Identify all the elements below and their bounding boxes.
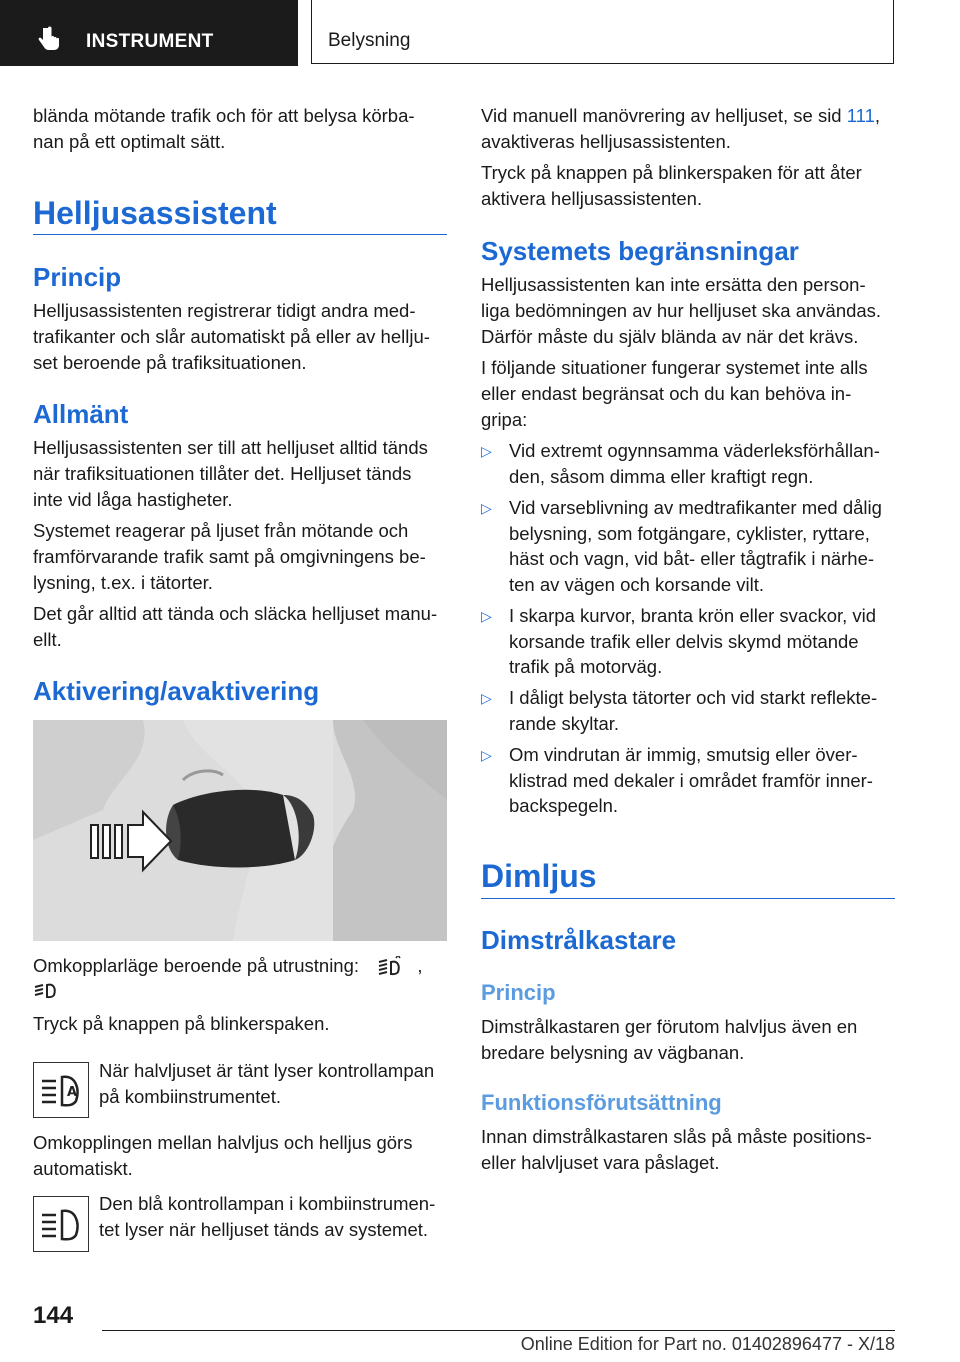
- heading-princip: Princip: [33, 262, 122, 292]
- bullet-4-line-2: rande skyltar.: [509, 712, 620, 734]
- bullet-3-line-2: korsande trafik eller delvis skymd mötande: [509, 630, 859, 652]
- page-number: 144: [33, 1302, 74, 1329]
- omkoppl-auto-line-1: Omkopplingen mellan halvljus och helljus görs: [33, 1132, 413, 1153]
- begr-p1-line-3: Därför måste du själv blända av när det krävs.: [481, 326, 859, 347]
- bullet-5-line-3: backspegeln.: [509, 795, 619, 816]
- heading-begransningar: Systemets begränsningar: [481, 236, 799, 266]
- footer-rule: [102, 1330, 895, 1331]
- allmant-p2-line-2: framförvarande trafik samt på omgivningens be-: [33, 546, 426, 567]
- bullet-triangle-icon: ▷: [481, 747, 492, 763]
- begr-p2-line-2: eller endast begränsat och du kan behöva in-: [481, 383, 852, 404]
- bullet-4-line-1: I dåligt belysta tätorter och vid starkt reflekte-: [509, 687, 878, 708]
- dim-princip-line-1: Dimstrålkastaren ger förutom halvljus även en: [481, 1016, 858, 1037]
- blinker-stalk-image: [33, 720, 447, 941]
- heading-dimljus: Dimljus: [481, 858, 597, 894]
- princip-line-1: Helljusassistenten registrerar tidigt andra med-: [33, 300, 416, 321]
- edition-footer: Online Edition for Part no. 01402896477 - X/18: [520, 1334, 895, 1354]
- alt-switch-line: [33, 980, 447, 1007]
- bullet-triangle-icon: ▷: [481, 690, 492, 706]
- indicator-box-1: [33, 1062, 89, 1118]
- page-header: [0, 0, 960, 66]
- bullet-3-line-1: I skarpa kurvor, branta krön eller svackor, vid: [509, 605, 877, 626]
- bullet-2-line-1: Vid varseblivning av medtrafikanter med dålig: [509, 497, 882, 518]
- bullet-3-line-3: trafik på motorväg.: [509, 656, 663, 677]
- manual-line-1: [481, 103, 895, 129]
- ind1-line-2: på kombiinstrumentet.: [99, 1086, 282, 1107]
- ind2-line-2: tet lyser när helljuset tänds av systemet.: [99, 1219, 429, 1240]
- funk-line-1: Innan dimstrålkastaren slås på måste positions-: [481, 1126, 872, 1147]
- allmant-p1-line-2: när trafiksituationen tillåter det. Helljuset tänds: [33, 463, 412, 484]
- princip-line-2: trafikanter och slår automatiskt på eller av hellju-: [33, 326, 430, 347]
- bullet-5-line-2: klistrad med dekaler i området framför inner-: [509, 769, 873, 791]
- bullet-1-line-2: den, såsom dimma eller kraftigt regn.: [509, 465, 814, 487]
- omkoppl-line: [33, 953, 447, 979]
- high-beam-assist-icon-alt: [33, 980, 59, 1000]
- indicator-box-2: [33, 1196, 89, 1252]
- hand-pointer-icon: [38, 26, 62, 52]
- funk-line-2: eller halvljuset vara påslaget.: [481, 1152, 720, 1173]
- heading-rule: [481, 898, 895, 899]
- section-tab-label: Belysning: [328, 30, 411, 51]
- bullet-5-line-1: Om vindrutan är immig, smutsig eller över-: [509, 744, 858, 765]
- begr-p2-line-1: I följande situationer fungerar systemet inte alls: [481, 357, 868, 378]
- begr-p1-line-2: liga bedömningen av hur helljuset ska användas.: [481, 300, 882, 321]
- heading-aktivering: Aktivering/avaktivering: [33, 676, 320, 706]
- allmant-p2-line-3: lysning, t.ex. i tätorter.: [33, 572, 213, 593]
- allmant-p1-line-3: inte vid låga hastigheter.: [33, 489, 233, 510]
- comma-separator: ,: [417, 955, 423, 976]
- manual-comma: ,: [874, 105, 881, 126]
- bullet-triangle-icon: ▷: [481, 443, 492, 459]
- intro-line-1: blända mötande trafik och för att belysa körba-: [33, 105, 415, 126]
- omkoppl-auto-line-2: automatiskt.: [33, 1158, 133, 1179]
- allmant-p2-line-1: Systemet reagerar på ljuset från mötande och: [33, 520, 409, 541]
- allmant-p3-line-2: ellt.: [33, 629, 62, 650]
- chapter-tab[interactable]: [0, 0, 298, 66]
- begr-p2-line-3: gripa:: [481, 409, 528, 430]
- bullet-1-line-1: Vid extremt ogynnsamma väderleksförhållan-: [509, 440, 880, 461]
- ind1-line-1: När halvljuset är tänt lyser kontrollampan: [99, 1060, 435, 1081]
- tryck-line-1: Tryck på knappen på blinkerspaken för att åter: [481, 162, 862, 183]
- page-link-111[interactable]: 111: [846, 105, 875, 126]
- bullet-triangle-icon: ▷: [481, 500, 492, 516]
- bullet-2-line-3: häst och vagn, vid båt- eller tågtrafik i närhe-: [509, 548, 875, 569]
- bullet-2-line-4: ten av vägen och korsande vilt.: [509, 573, 765, 595]
- allmant-p1-line-1: Helljusassistenten ser till att helljuset alltid tänds: [33, 437, 428, 458]
- begr-p1-line-1: Helljusassistenten kan inte ersätta den person-: [481, 274, 866, 295]
- heading-rule: [33, 234, 447, 235]
- section-tab[interactable]: [311, 0, 894, 64]
- heading-helljusassistent: Helljusassistent: [33, 195, 277, 231]
- high-beam-indicator-icon: [34, 1197, 88, 1251]
- intro-line-2: nan på ett optimalt sätt.: [33, 131, 226, 152]
- allmant-p3-line-1: Det går alltid att tända och släcka helljuset manu-: [33, 603, 438, 624]
- dim-princip-line-2: bredare belysning av vägbanan.: [481, 1042, 745, 1063]
- heading-princip-2: Princip: [481, 980, 556, 1005]
- manual-line-2: avaktiveras helljusassistenten.: [481, 131, 731, 152]
- heading-dimstralkastare: Dimstrålkastare: [481, 925, 677, 955]
- high-beam-assist-icon: [376, 956, 404, 978]
- ind2-line-1: Den blå kontrollampan i kombiinstrumen-: [99, 1193, 436, 1214]
- heading-funktionsforutsattning: Funktionsförutsättning: [481, 1090, 722, 1115]
- heading-allmant: Allmänt: [33, 399, 129, 429]
- omkoppl-label: Omkopplarläge beroende på utrustning:: [33, 955, 360, 976]
- stalk-illustration: [33, 720, 447, 941]
- svg-text:A: A: [67, 1085, 78, 1100]
- princip-line-3: set beroende på trafiksituationen.: [33, 352, 307, 373]
- chapter-tab-label: INSTRUMENT: [86, 31, 214, 52]
- high-beam-assist-indicator-icon: [34, 1063, 88, 1117]
- bullet-2-line-2: belysning, som fotgängare, cyklister, ryttare,: [509, 522, 870, 544]
- bullet-triangle-icon: ▷: [481, 608, 492, 624]
- manual-text: Vid manuell manövrering av helljuset, se sid: [481, 105, 847, 126]
- tryck-text: Tryck på knappen på blinkerspaken.: [33, 1013, 330, 1034]
- tryck-line-2: aktivera helljusassistenten.: [481, 188, 703, 209]
